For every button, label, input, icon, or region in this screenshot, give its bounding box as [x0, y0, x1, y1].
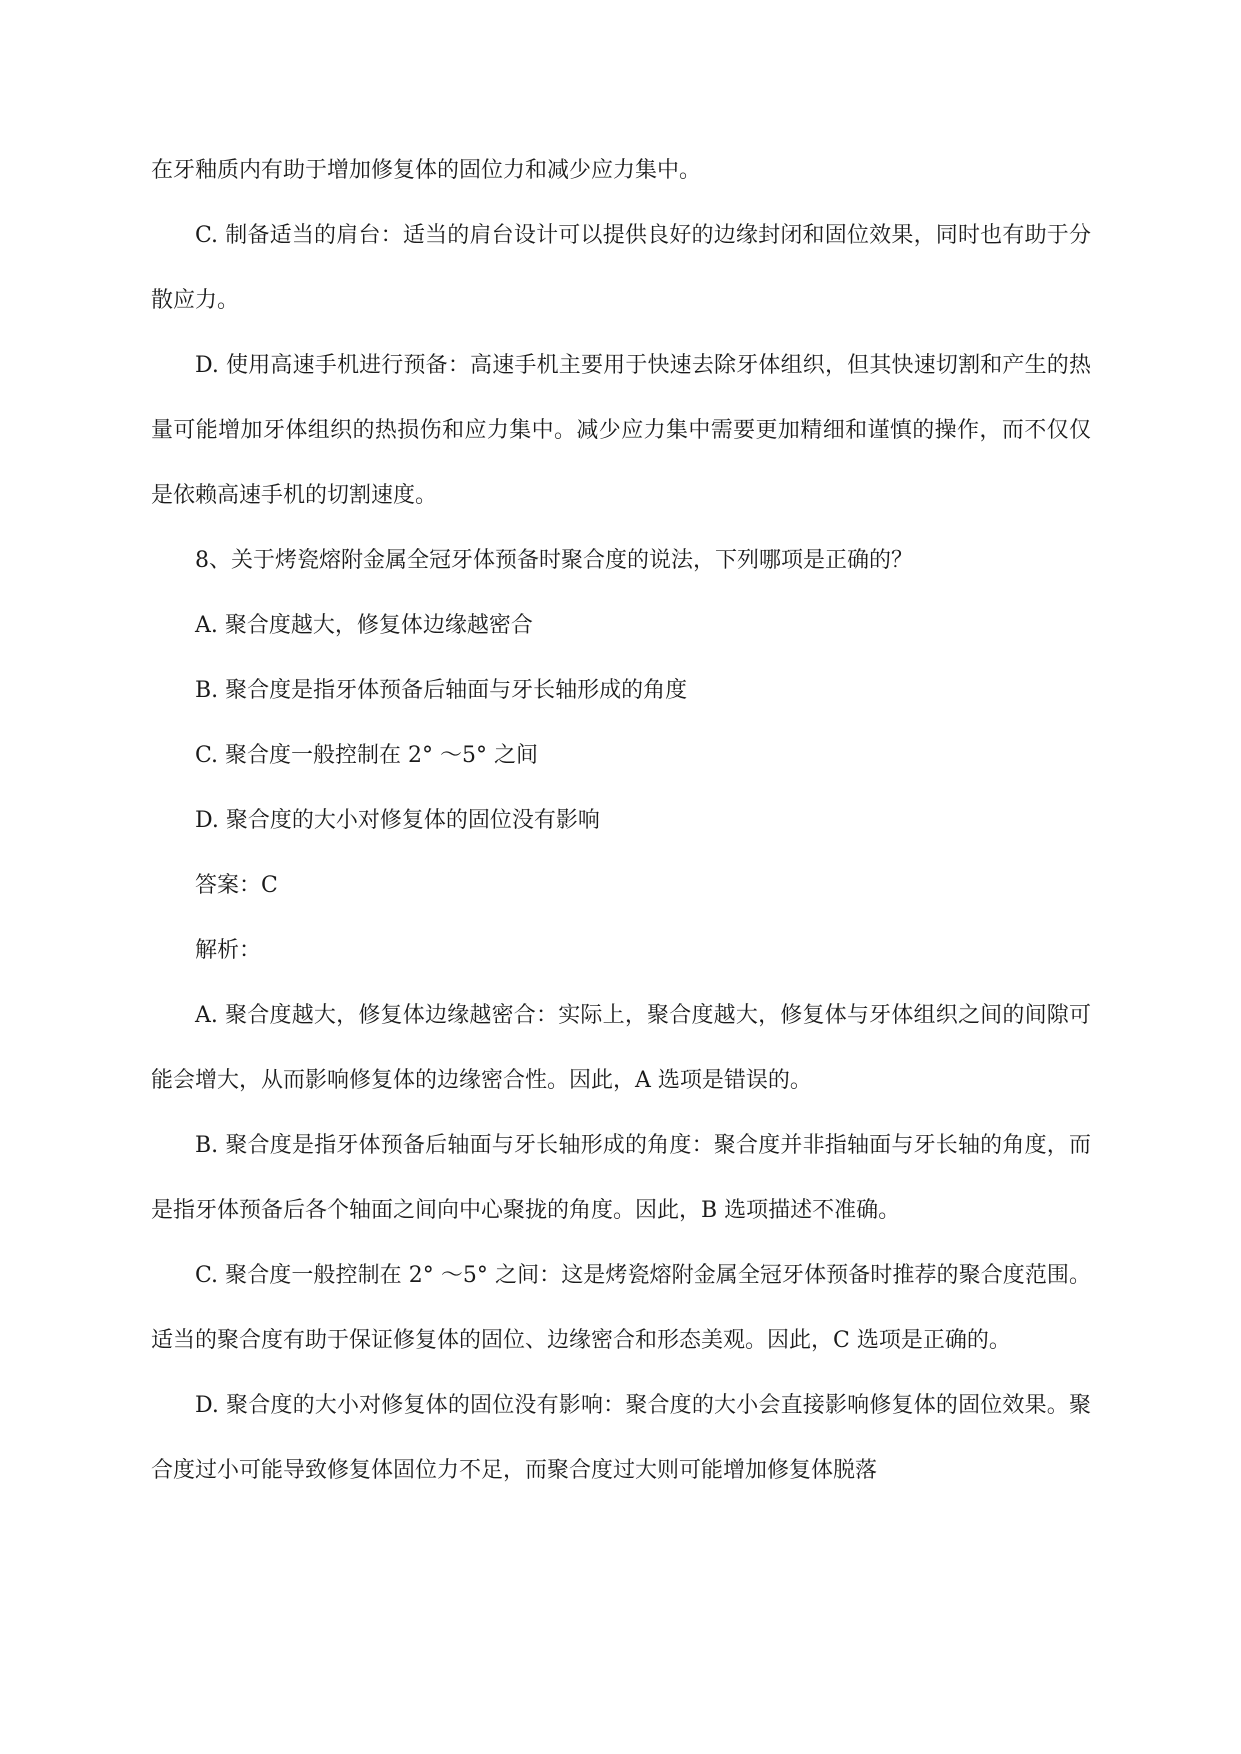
paragraph-option-d-handpiece: D. 使用高速手机进行预备：高速手机主要用于快速去除牙体组织，但其快速切割和产生的热量可能增加牙体组织的热损伤和应力集中。减少应力集中需要更加精细和谨慎的操作，而不仅仅是依赖高速手机的切割速度。 — [151, 353, 1091, 508]
answer-line: 答案：C — [195, 873, 278, 898]
question-8-option-b: B. 聚合度是指牙体预备后轴面与牙长轴形成的角度 — [195, 678, 688, 703]
paragraph-continuation: 在牙釉质内有助于增加修复体的固位力和减少应力集中。 — [151, 158, 702, 183]
analysis-option-a: A. 聚合度越大，修复体边缘越密合：实际上，聚合度越大，修复体与牙体组织之间的间隙可能会增大，从而影响修复体的边缘密合性。因此，A 选项是错误的。 — [151, 1003, 1091, 1093]
analysis-heading: 解析： — [195, 938, 262, 963]
question-8: 8、关于烤瓷熔附金属全冠牙体预备时聚合度的说法，下列哪项是正确的？ — [195, 548, 913, 573]
analysis-option-c: C. 聚合度一般控制在 2° ～5° 之间：这是烤瓷熔附金属全冠牙体预备时推荐的聚合度范围。适当的聚合度有助于保证修复体的固位、边缘密合和形态美观。因此，C 选项是正确的。 — [151, 1263, 1091, 1353]
paragraph-option-c-shoulder: C. 制备适当的肩台：适当的肩台设计可以提供良好的边缘封闭和固位效果，同时也有助于分散应力。 — [151, 223, 1091, 313]
question-8-option-a: A. 聚合度越大，修复体边缘越密合 — [195, 613, 533, 638]
question-8-option-d: D. 聚合度的大小对修复体的固位没有影响 — [195, 808, 600, 833]
analysis-option-b: B. 聚合度是指牙体预备后轴面与牙长轴形成的角度：聚合度并非指轴面与牙长轴的角度，而是指牙体预备后各个轴面之间向中心聚拢的角度。因此，B 选项描述不准确。 — [151, 1133, 1091, 1223]
document-body — [151, 138, 1091, 1503]
analysis-option-d: D. 聚合度的大小对修复体的固位没有影响：聚合度的大小会直接影响修复体的固位效果。聚合度过小可能导致修复体固位力不足，而聚合度过大则可能增加修复体脱落 — [151, 1393, 1091, 1483]
question-8-option-c: C. 聚合度一般控制在 2° ～5° 之间 — [195, 743, 539, 768]
